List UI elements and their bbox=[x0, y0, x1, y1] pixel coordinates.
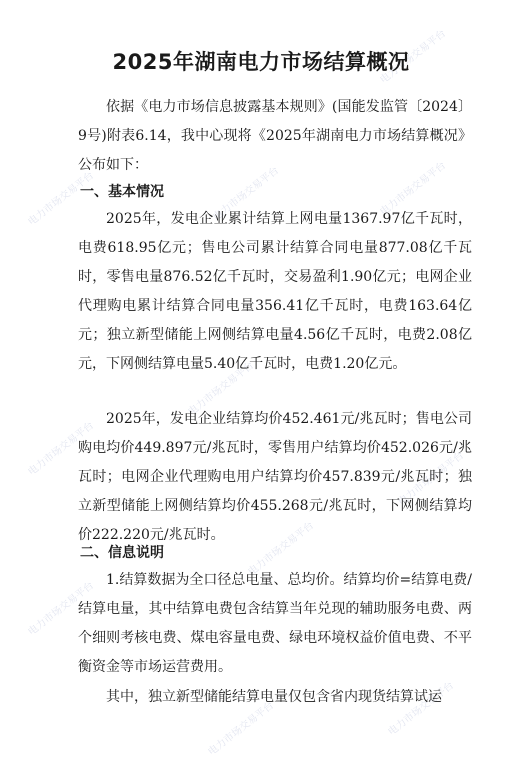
watermark: 电力市场交易平台 bbox=[396, 450, 467, 509]
section-paragraph: 2025年，发电企业累计结算上网电量1367.97亿千瓦时，电费618.95亿元；售电公司累计结算合同电量877.08亿千瓦时，零售电量876.52亿千瓦时，交易盈利1.90亿元；电网企业代理购电累计结算合同电量356.41亿千瓦时，电费163.64亿元；独立新型储能上网侧结算电量4.56亿千瓦时，电费2.08亿元，下网侧结算电量5.40亿千瓦时，电费1.20亿元。 bbox=[78, 211, 472, 372]
watermark: 电力市场交易平台 bbox=[26, 170, 97, 229]
watermark: 电力市场交易平台 bbox=[211, 165, 282, 224]
section-paragraph: 1.结算数据为全口径总电量、总均价。结算均价=结算电费/结算电量，其中结算电费包含结算当年兑现的辅助服务电费、两个细则考核电费、煤电容量电费、绿电环境权益价值电费、不平衡资金等市场运营费用。 bbox=[78, 572, 472, 675]
page-title: 2025年湖南电力市场结算概况 bbox=[112, 50, 410, 75]
watermark: 电力市场交易平台 bbox=[26, 420, 97, 479]
watermark: 电力市场交易平台 bbox=[26, 580, 97, 639]
intro-paragraph: 依据《电力市场信息披露基本规则》(国能发监管〔2024〕9号)附表6.14，我中心现将《2025年湖南电力市场结算概况》公布如下： bbox=[78, 99, 472, 173]
watermark: 电力市场交易平台 bbox=[186, 360, 257, 419]
watermark: 电力市场交易平台 bbox=[206, 700, 277, 759]
section-heading-info: 二、信息说明 bbox=[80, 545, 164, 561]
watermark: 电力市场交易平台 bbox=[378, 160, 449, 219]
watermark: 电力市场交易平台 bbox=[386, 680, 457, 739]
watermark: 电力市场交易平台 bbox=[246, 520, 317, 579]
section-paragraph: 其中，独立新型储能结算电量仅包含省内现货结算试运 bbox=[106, 689, 442, 705]
watermark: 电力市场交易平台 bbox=[378, 28, 449, 87]
section-heading-basic: 一、基本情况 bbox=[80, 184, 164, 200]
section-paragraph: 2025年，发电企业结算均价452.461元/兆瓦时；售电公司购电均价449.897元/兆瓦时，零售用户结算均价452.026元/兆瓦时；电网企业代理购电用户结算均价457.839元/兆瓦时；独立新型储能上网侧结算均价455.268元/兆瓦时，下网侧结算均价222.220元/兆瓦时。 bbox=[78, 411, 472, 543]
